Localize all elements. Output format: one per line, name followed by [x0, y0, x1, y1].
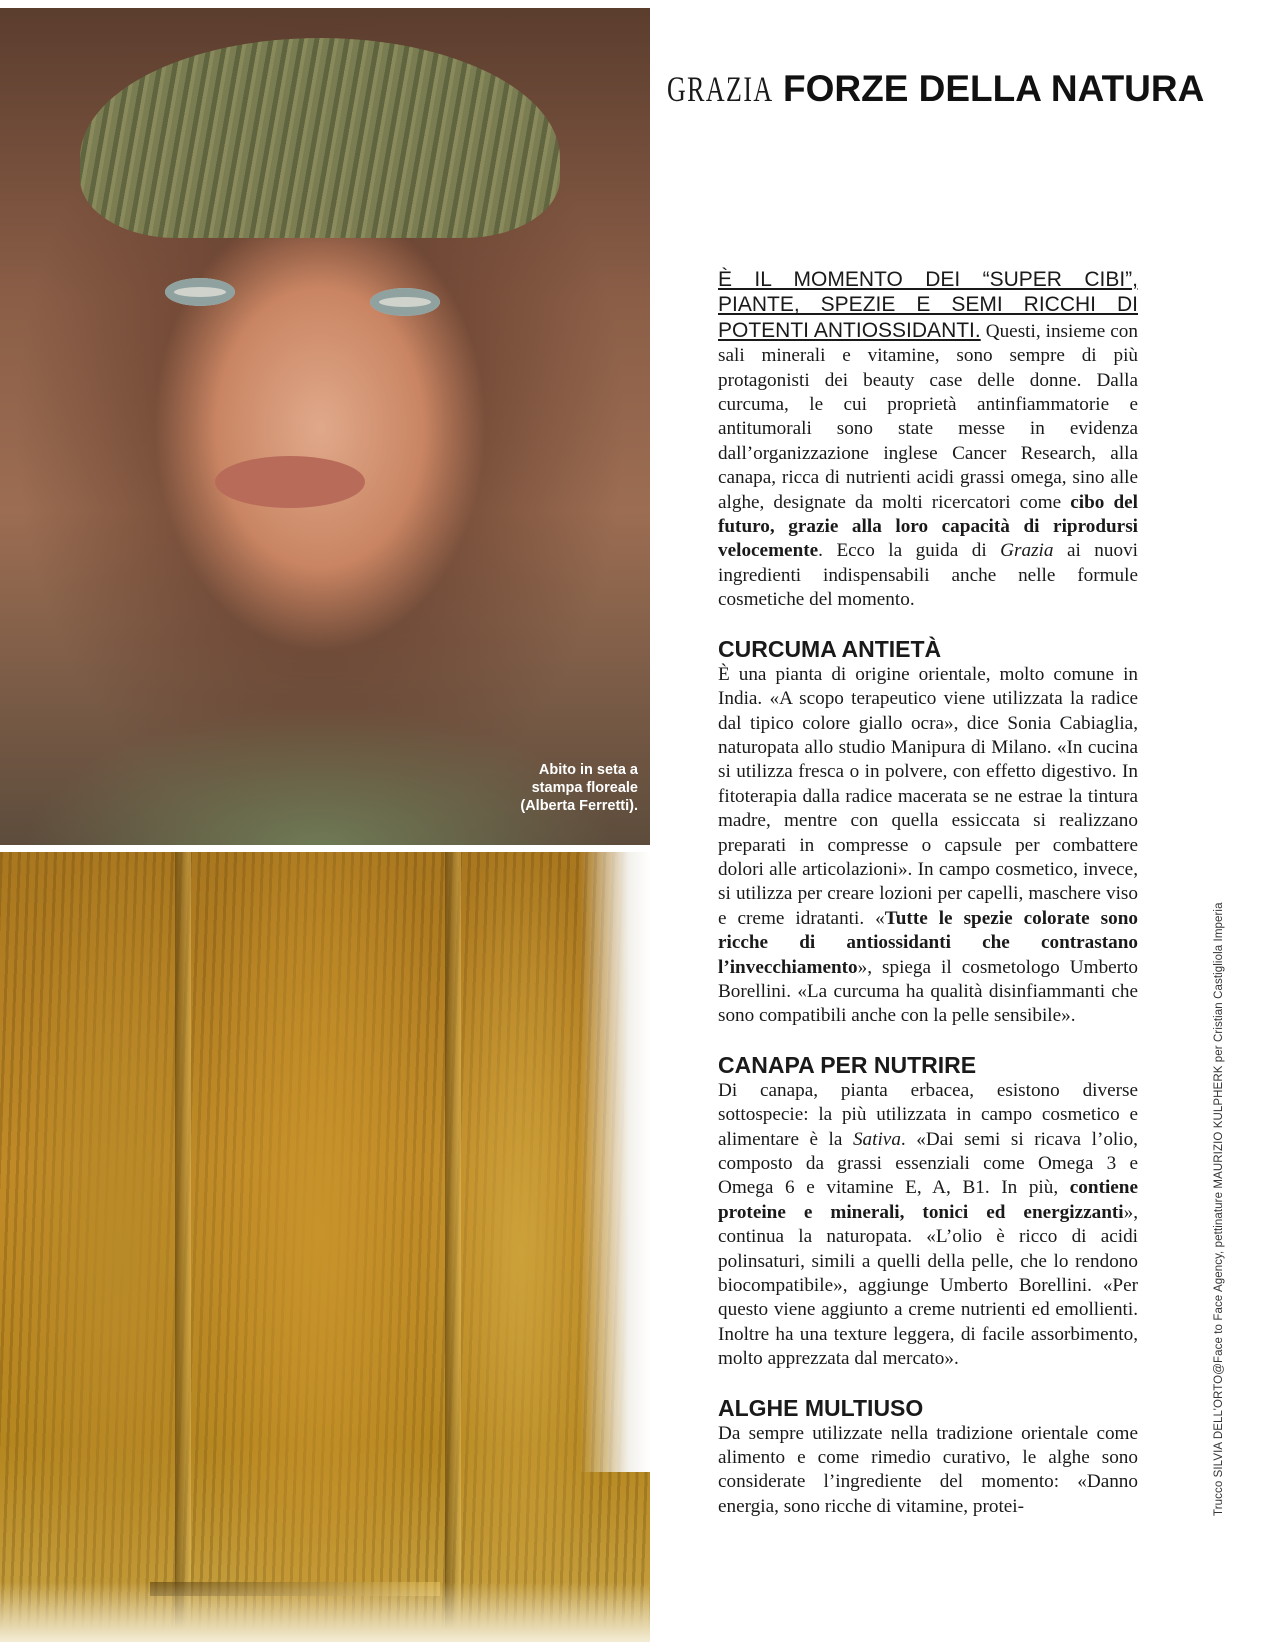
subhead-canapa: CANAPA PER NUTRIRE — [718, 1051, 977, 1078]
body-text: », continua la naturopata. «L’olio è ricco di acidi polinsaturi, simili a quelli della pelle, che lo rendono biocompatibile», aggiunge Umberto Borellini. «Per questo viene aggiunto a creme nutrienti ed emollienti. Inoltre ha una texture leggera, di facile assorbimento, molto apprezzata dal mercato». — [718, 1201, 1138, 1370]
body-bold: Tutte le spezie colorate sono ricche di antiossidanti che contrastano l’invecchiamento — [718, 907, 1138, 978]
caption-line: stampa floreale — [531, 780, 638, 796]
intro-lead: È IL MOMENTO DEI “SUPER CIBI”, PIANTE, SPEZIE E SEMI RICCHI DI POTENTI ANTIOSSIDANTI. — [718, 268, 1138, 342]
body-text: Da sempre utilizzate nella tradizione orientale come alimento e come rimedio curativo, le alghe sono considerate l’ingrediente del momento: «Danno energia, sono ricche di vitamine, protei- — [718, 1422, 1138, 1517]
intro-text: . Ecco la guida di — [818, 540, 1001, 562]
curcuma-paragraph — [718, 663, 1138, 1029]
spice-bottom-highlight — [0, 1582, 650, 1642]
alghe-paragraph — [718, 1422, 1138, 1520]
caption-line: (Alberta Ferretti). — [520, 798, 638, 814]
eye-graphic — [165, 278, 235, 306]
spice-powder-photo — [0, 852, 650, 1642]
intro-text: ai nuovi ingredienti indispensabili anche nelle formule cosmetiche del momento. — [718, 540, 1138, 611]
article-body — [718, 268, 1138, 1519]
lips-graphic — [215, 456, 365, 508]
intro-bold: cibo del futuro, grazie alla loro capacità di riprodursi velocemente — [718, 491, 1138, 562]
spice-edge-highlight — [580, 852, 650, 1472]
photo-caption — [478, 761, 638, 815]
body-italic: Sativa — [852, 1128, 901, 1150]
intro-paragraph — [718, 268, 1138, 613]
portrait-photo — [0, 8, 650, 845]
magazine-brand: GRAZIA — [667, 69, 774, 109]
body-text: . «Dai semi si ricava l’olio, composto da grassi essenziali come Omega 3 e Omega 6 e vitamine E, A, B1. In più, — [718, 1128, 1138, 1199]
page-header — [667, 68, 1204, 110]
canapa-paragraph — [718, 1079, 1138, 1372]
body-bold: contiene proteine e minerali, tonici ed energizzanti — [718, 1177, 1138, 1223]
powder-groove — [175, 852, 191, 1632]
body-text: È una pianta di origine orientale, molto comune in India. «A scopo terapeutico viene utilizzata la radice dal tipico colore giallo ocra», dice Sonia Cabiaglia, naturopata allo studio Manipura di Milano. «In cucina si utilizza fresca o in polvere, con effetto digestivo. In fitoterapia dalla radice macerata se ne estrae la tintura madre, mentre con quella essiccata si realizzano preparati in compresse o capsule per combattere dolori alle articolazioni». In campo cosmetico, invece, si utilizza per creare lozioni per capelli, maschere viso e creme idratanti. « — [718, 663, 1138, 929]
body-text: », spiega il cosmetologo Umberto Borellini. «La curcuma ha qualità disinfiammanti che sono compatibili anche con la pelle sensibile». — [718, 956, 1138, 1027]
caption-line: Abito in seta a — [538, 762, 638, 778]
subhead-curcuma: CURCUMA ANTIETÀ — [718, 635, 942, 662]
powder-groove — [445, 852, 461, 1632]
photo-credit: Trucco SILVIA DELL’ORTO@Face to Face Agency, pettinature MAURIZIO KULPHERK per Cristian Castigliola Imperia — [1213, 902, 1225, 1516]
subhead-alghe: ALGHE MULTIUSO — [718, 1394, 924, 1421]
headband-graphic — [80, 38, 560, 238]
intro-italic: Grazia — [1000, 540, 1054, 562]
section-title: FORZE DELLA NATURA — [783, 68, 1205, 109]
eye-graphic — [370, 288, 440, 316]
body-text: Di canapa, pianta erbacea, esistono diverse sottospecie: la più utilizzata in campo cosmetico e alimentare è la — [718, 1079, 1138, 1150]
intro-text: Questi, insieme con sali minerali e vitamine, sono sempre di più protagonisti dei beauty case delle donne. Dalla curcuma, le cui proprietà antinfiammatorie e antitumorali sono state messe in evidenza dall’organizzazione inglese Cancer Research, alla canapa, ricca di nutrienti acidi grassi omega, sino alle alghe, designate da molti ricercatori come — [718, 320, 1138, 513]
